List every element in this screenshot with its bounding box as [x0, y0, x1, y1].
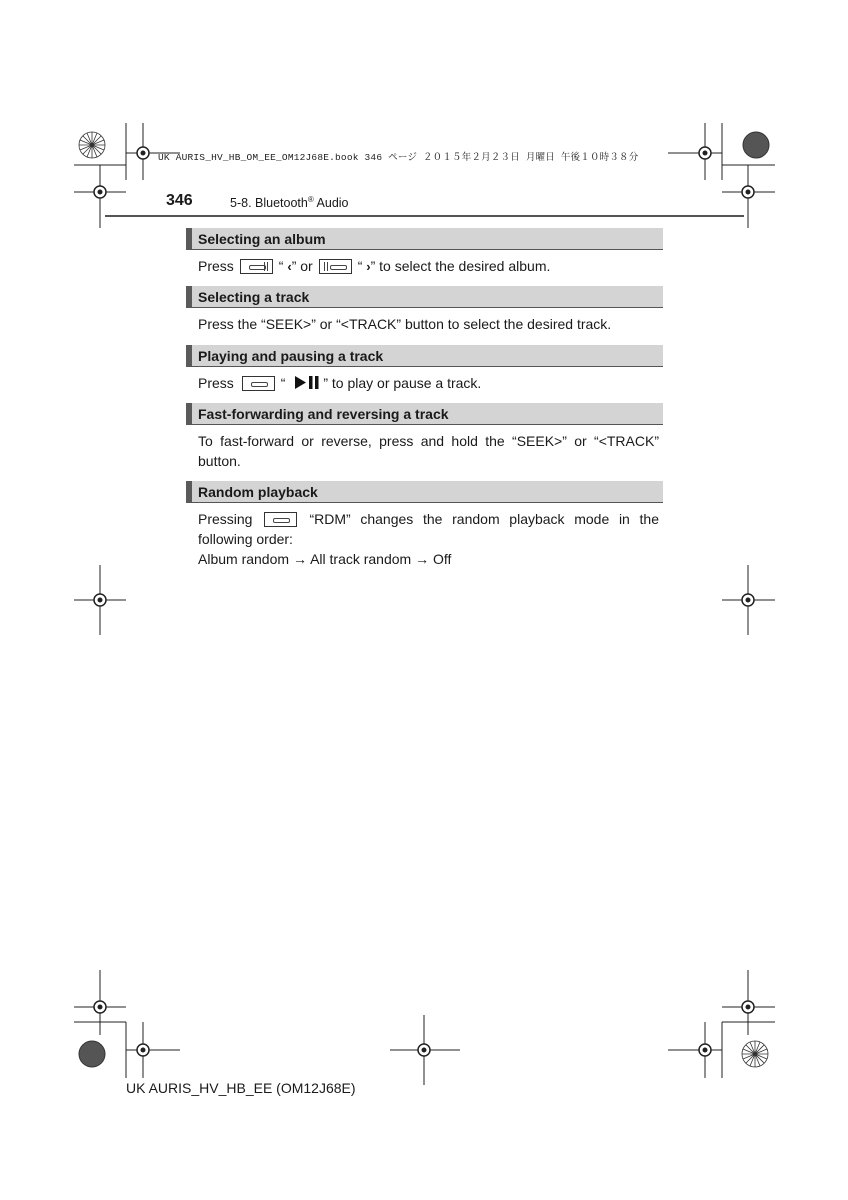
section-random-playback	[186, 481, 663, 569]
text-or: ” or	[291, 258, 313, 274]
section-body	[186, 373, 663, 393]
chapter-title	[230, 195, 349, 210]
mode-all-track-random: All track random	[310, 551, 412, 567]
text-rdm-description: “RDM” changes the random playback mode in the following order:	[198, 511, 659, 547]
steering-switch-icon	[319, 259, 352, 274]
section-heading: Playing and pausing a track	[186, 345, 663, 367]
section-heading: Fast-forwarding and reversing a track	[186, 403, 663, 425]
arrow-right-icon: →	[415, 551, 430, 567]
arrow-right-icon: →	[292, 551, 307, 567]
text-pressing: Pressing	[198, 511, 253, 527]
text-press: Press	[198, 375, 234, 391]
quote-open: “	[278, 258, 284, 274]
text-press: Press	[198, 258, 234, 274]
random-description	[198, 509, 663, 549]
section-heading: Random playback	[186, 481, 663, 503]
section-heading: Selecting a track	[186, 286, 663, 308]
section-body: To fast-forward or reverse, press and hold the “SEEK>” or “<TRACK” button.	[198, 433, 659, 469]
chevron-right-icon: ›	[366, 259, 371, 274]
header-rule	[105, 215, 744, 217]
print-info-line: UK AURIS_HV_HB_OM_EE_OM12J68E.book 346 ページ ２０１５年２月２３日 月曜日 午後１０時３８分	[158, 152, 639, 163]
section-fast-forward-reverse	[186, 403, 663, 471]
footer-code: UK AURIS_HV_HB_EE (OM12J68E)	[126, 1080, 356, 1096]
mode-album-random: Album random	[198, 551, 290, 567]
text-select-album: ” to select the desired album.	[370, 258, 551, 274]
section-selecting-track	[186, 286, 663, 334]
play-pause-icon	[292, 375, 320, 390]
chapter-prefix: 5-8. Bluetooth	[230, 196, 308, 211]
quote-open: “	[280, 375, 286, 391]
steering-switch-icon	[264, 512, 297, 527]
registered-mark: ®	[307, 195, 314, 204]
section-body	[186, 509, 663, 569]
text-play-pause: ” to play or pause a track.	[323, 375, 482, 391]
section-selecting-album	[186, 228, 663, 277]
mode-off: Off	[433, 551, 452, 567]
section-playing-pausing	[186, 345, 663, 393]
page-number: 346	[166, 192, 193, 209]
section-body: Press the “SEEK>” or “<TRACK” button to select the desired track.	[198, 316, 612, 332]
steering-switch-icon	[240, 259, 273, 274]
random-order	[198, 549, 663, 569]
chapter-suffix: Audio	[313, 196, 349, 211]
chevron-left-icon: ‹	[287, 259, 292, 274]
section-body	[186, 256, 663, 277]
section-heading: Selecting an album	[186, 228, 663, 250]
steering-switch-icon	[242, 376, 275, 391]
quote-open: “	[357, 258, 363, 274]
